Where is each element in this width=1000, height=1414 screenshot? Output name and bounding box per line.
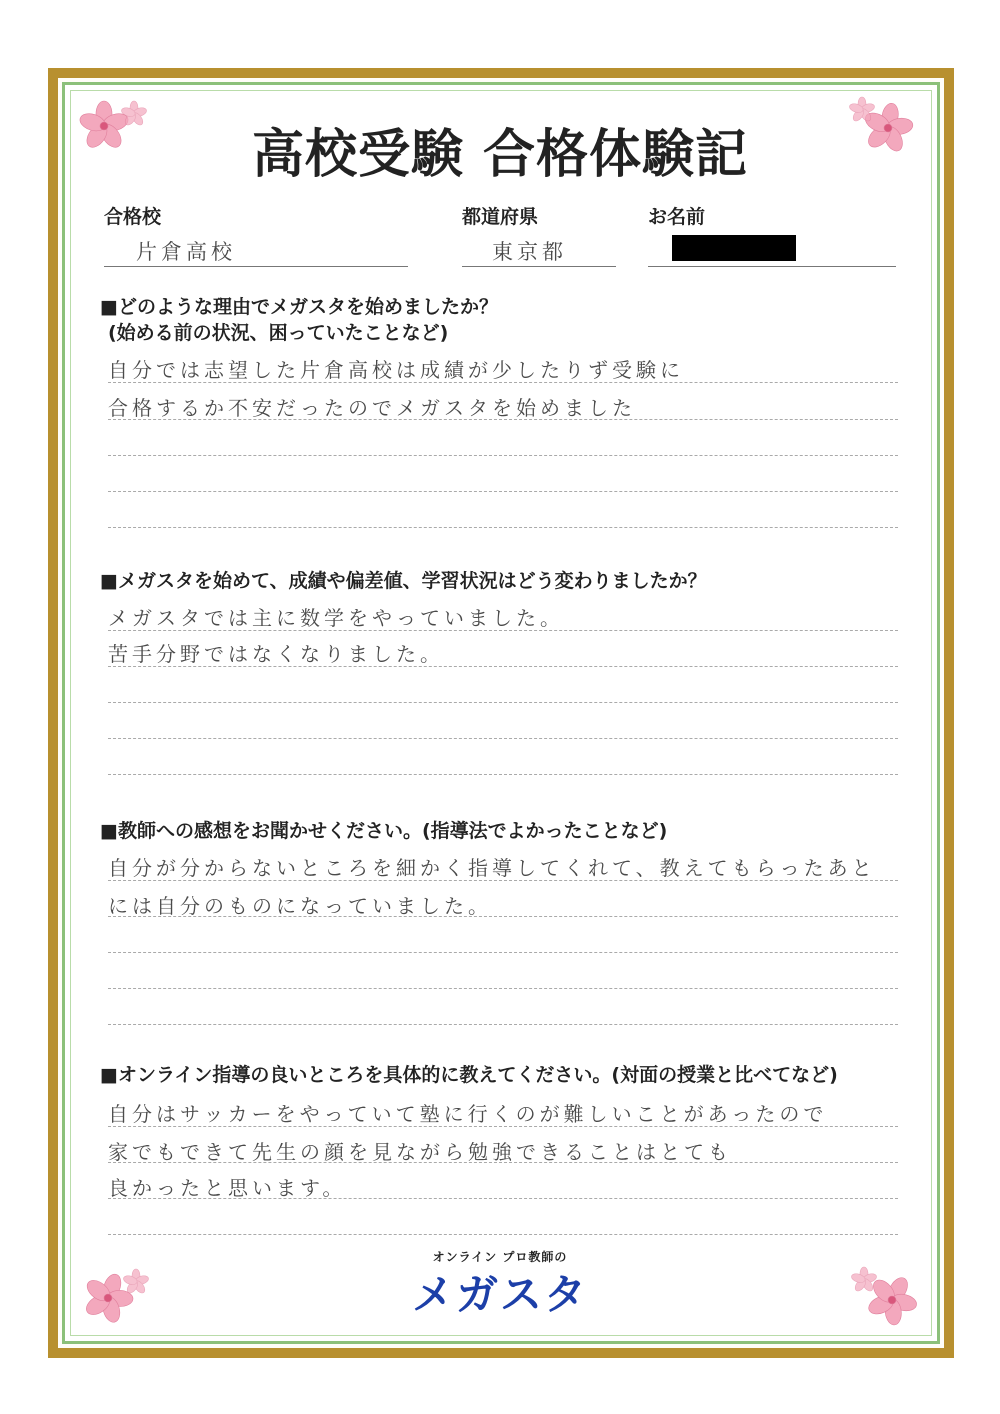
logo-name: メガスタ xyxy=(411,1270,588,1319)
ruled-line xyxy=(108,738,898,739)
question-4-answer-line: 自分はサッカーをやっていて塾に行くのが難しいことがあったので xyxy=(108,1102,828,1126)
ruled-line xyxy=(108,630,898,631)
question-2-answer-line: 苦手分野ではなくなりました。 xyxy=(108,642,444,666)
question-4-heading: ■オンライン指導の良いところを具体的に教えてください。(対面の授業と比べてなど) xyxy=(100,1064,838,1086)
question-4-answer-line: 家でもできて先生の顔を見ながら勉強できることはとても xyxy=(108,1140,732,1164)
ruled-line xyxy=(108,1234,898,1235)
ruled-line xyxy=(108,455,898,456)
question-2-answer-line: メガスタでは主に数学をやっていました。 xyxy=(108,606,564,630)
prefecture-label: 都道府県 xyxy=(462,206,539,228)
ruled-line xyxy=(108,774,898,775)
ruled-line xyxy=(108,702,898,703)
question-4-answer-line: 良かったと思います。 xyxy=(108,1176,347,1200)
ruled-line xyxy=(108,952,898,953)
school-label: 合格校 xyxy=(104,206,162,228)
ruled-line xyxy=(108,988,898,989)
question-1-heading: ■どのような理由でメガスタを始めましたか？ xyxy=(100,296,498,318)
question-2-heading: ■メガスタを始めて、成績や偏差値、学習状況はどう変わりましたか？ xyxy=(100,570,707,592)
ruled-line xyxy=(108,916,898,917)
prefecture-value: 東京都 xyxy=(492,240,567,264)
question-3-answer-line: 自分が分からないところを細かく指導してくれて、教えてもらったあと xyxy=(108,856,876,880)
name-underline xyxy=(648,266,896,267)
ruled-line xyxy=(108,527,898,528)
ruled-line xyxy=(108,666,898,667)
question-1-answer-line: 自分では志望した片倉高校は成績が少したりず受験に xyxy=(108,358,684,382)
ruled-line xyxy=(108,1126,898,1127)
ruled-line xyxy=(108,1198,898,1199)
ruled-line xyxy=(108,491,898,492)
school-value: 片倉高校 xyxy=(136,240,236,264)
redacted-name xyxy=(672,235,796,261)
ruled-line xyxy=(108,419,898,420)
prefecture-underline xyxy=(462,266,616,267)
ruled-line xyxy=(108,1162,898,1163)
ruled-line xyxy=(108,382,898,383)
question-3-answer-line: には自分のものになっていました。 xyxy=(108,894,492,918)
logo-tagline: オンライン プロ教師の xyxy=(432,1250,568,1264)
school-underline xyxy=(104,266,408,267)
question-3-heading: ■教師への感想をお聞かせください。(指導法でよかったことなど) xyxy=(100,820,668,842)
name-label: お名前 xyxy=(648,206,706,228)
ruled-line xyxy=(108,880,898,881)
page-title: 高校受験 合格体験記 xyxy=(251,125,749,185)
question-1-answer-line: 合格するか不安だったのでメガスタを始めました xyxy=(108,396,636,420)
question-1-subheading: (始める前の状況、困っていたことなど) xyxy=(108,322,449,344)
ruled-line xyxy=(108,1024,898,1025)
